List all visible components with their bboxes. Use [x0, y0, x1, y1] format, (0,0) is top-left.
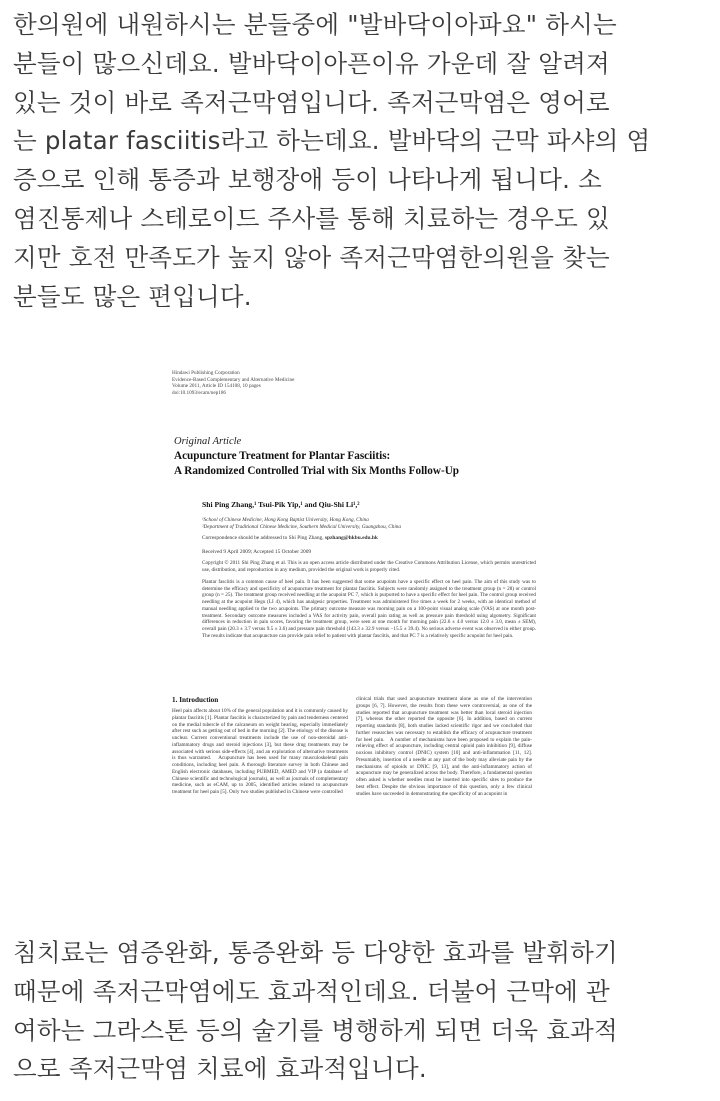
intro-line: 는 platar fasciitis라고 하는데요. 발바닥의 근막 파샤의 염	[13, 126, 651, 156]
intro-line: 증으로 인해 통증과 보행장애 등이 나타나게 됩니다. 소	[13, 165, 602, 195]
paper-image	[172, 370, 550, 870]
copyright-notice: Copyright © 2011 Shi Ping Zhang et al. This is an open access article distributed under the Creative Commons Attribution License, which permits unrestricted use, distribution, and reproduction in any medium, provided the original work is properly cited.	[202, 560, 536, 573]
affiliation: ²Department of Traditional Chinese Medicine, Southern Medical University, Guangzhou, China	[202, 523, 401, 530]
journal-header-line: Volume 2011, Article ID 154108, 10 pages	[172, 383, 261, 390]
correspondence-email: spzhang@hkbu.edu.hk	[324, 535, 378, 541]
journal-header-line: Evidence-Based Complementary and Alternative Medicine	[172, 376, 295, 383]
paper-authors: Shi Ping Zhang,¹ Tsui-Pik Yip,¹ and Qiu-Shi Li¹,²	[202, 500, 360, 509]
section-heading: 1. Introduction	[172, 696, 219, 704]
journal-header	[172, 370, 294, 396]
closing-line: 침치료는 염증완화, 통증완화 등 다양한 효과를 발휘하기	[13, 938, 618, 967]
intro-line: 한의원에 내원하시는 분들중에 "발바닥이아파요" 하시는	[13, 10, 617, 39]
intro-line: 염진통제나 스테로이드 주사를 통해 치료하는 경우도 있	[13, 203, 610, 233]
paper-title	[174, 449, 550, 479]
correspondence	[202, 535, 378, 541]
paper-title-line: A Randomized Controlled Trial with Six Months Follow-Up	[174, 465, 459, 477]
closing-paragraph	[13, 934, 707, 1089]
intro-line: 분들이 많으신데요. 발바닥이아픈이유 가운데 잘 알려져	[13, 48, 610, 78]
intro-line: 분들도 많은 편입니다.	[13, 281, 252, 311]
received-dates: Received 9 April 2009; Accepted 15 October 2009	[202, 549, 312, 555]
article-type: Original Article	[174, 436, 242, 447]
left-column-text: Heel pain affects about 10% of the general population and it is commonly caused by plantar fasciitis [1]. Plantar fasciitis is characterized by pain and tenderness centered on the medial tubercle of the calcaneum on weight bearing, especially immediately after rest such as getting out of bed in the morning [2]. The etiology of the disease is unclear. Current conventional treatments include the use of non-steroidal anti-inflammatory drugs and steroid injections [3], but these drug treatments may be associated with serious side-effects [4], and an exploration of alternative treatments is thus warranted. Acupuncture has been used for many musculoskeletal pain conditions, including heel pain. A thorough literature survey in both Chinese and English electronic databases, including PUBMED, AMED and VIP (a database of Chinese scientific and technological journals), as well as journals of complementary medicine, such as eCAM, up to 2005, identified articles related to acupuncture treatment for heel pain [5]. Only two studies published in Chinese were controlled	[172, 708, 348, 795]
journal-header-line: Hindawi Publishing Corporation	[172, 370, 240, 376]
closing-line: 으로 족저근막염 치료에 효과적입니다.	[13, 1054, 427, 1084]
right-column-text: clinical trials that used acupuncture treatment alone as one of the intervention groups [6, 7]. However, the results from these were controversial, as one of the studies reported that acupuncture treatment was better than local steroid injection [7], whereas the other reported the opposite [6]. In addition, based on current reporting standards [8], both studies lacked scientific rigor and we concluded that further researches was necessary to establish the efficacy of acupuncture treatment for heel pain. A number of mechanisms have been proposed to explain the pain-relieving effect of acupuncture, including central opioid pain inhibition [9], diffuse noxious inhibitory control (DNIC) system [10] and anti-inflammation [11, 12]. Presumably, insertion of a needle at any part of the body may alleviate pain by the mechanisms of opioids or DNIC [9, 13], and the anti-inflammatory action of acupuncture may be generalized across the body. Therefore, a fundamental question often asked is whether needles must be inserted into specific sites to produce the best effect. Despite the obvious importance of this question, only a few clinical studies have succeeded in demonstrating the specificity of an acupoint in	[356, 696, 532, 797]
closing-line: 여하는 그라스톤 등의 술기를 병행하게 되면 더욱 효과적	[13, 1015, 618, 1045]
intro-line: 있는 것이 바로 족저근막염입니다. 족저근막염은 영어로	[13, 87, 610, 117]
paper-abstract: Plantar fasciitis is a common cause of heel pain. It has been suggested that some acupoints have a specific effect on heel pain. The aim of this study was to determine the efficacy and specificity of acupuncture treatment for plantar fasciitis. Subjects were randomly assigned to the treatment group (n = 28) or control group (n = 25). The treatment group received needling at the acupoint PC 7, which is purported to have a specific effect for heel pain. The control group received needling at the acupoint Hegu (LI 4), which has analgesic properties. Treatment was administered five times a week for 2 weeks, with an identical method of manual needling applied to the two acupoints. The primary outcome measure was morning pain on a 100-point visual analog scale (VAS) at one month post-treatment. Secondary outcome measures included a VAS for activity pain, overall pain rating as well as pressure pain threshold using algometry. Significant differences in reduction in pain scores, favoring the treatment group, were seen at one month for morning pain (22.6 ± 4.0 versus 12.0 ± 3.0, mean ± SEM), overall pain (20.3 ± 3.7 versus 9.5 ± 3.6) and pressure pain threshold (143.3 ± 32.9 versus −15.5 ± 39.4). No serious adverse event was observed in either group. The results indicate that acupuncture can provide pain relief to patient with plantar fasciitis, and that PC 7 is a relatively specific acupoint for heel pain.	[202, 579, 536, 639]
affiliation: ¹School of Chinese Medicine, Hong Kong Baptist University, Hong Kong, China	[202, 517, 369, 523]
journal-header-line: doi:10.1093/ecam/nep186	[172, 389, 227, 396]
paper-affiliations	[202, 517, 401, 531]
intro-line: 지만 호전 만족도가 높지 않아 족저근막염한의원을 찾는	[13, 242, 610, 272]
intro-paragraph	[13, 6, 707, 316]
closing-line: 때문에 족저근막염에도 효과적인데요. 더불어 근막에 관	[13, 976, 610, 1006]
correspondence-text: Correspondence should be addressed to Shi Ping Zhang,	[202, 535, 325, 541]
paper-title-line: Acupuncture Treatment for Plantar Fasciitis:	[174, 450, 391, 462]
